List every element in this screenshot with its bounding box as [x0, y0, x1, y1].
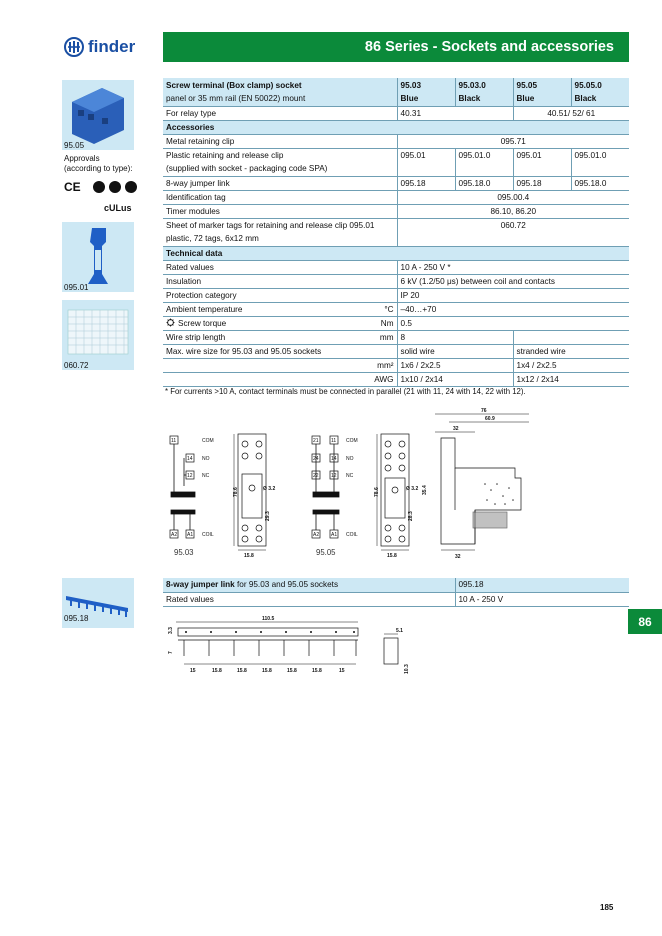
col-code: 95.05.0 — [571, 78, 629, 92]
dim-pitch: 15.8 — [237, 668, 247, 674]
row-value: 095.18 — [397, 176, 455, 190]
table-row — [163, 148, 629, 162]
row-value: 095.01 — [513, 148, 571, 162]
dim-side: 5.1 — [396, 628, 403, 634]
sidebar-code-95-05: 95.05 — [64, 141, 85, 150]
row-label: Rated values — [163, 260, 397, 274]
dim-hole: Ø 3.2 — [406, 486, 419, 492]
dim-pitch: 15.8 — [312, 668, 322, 674]
table-row — [163, 344, 629, 358]
table-row — [163, 330, 629, 344]
table-row — [163, 372, 629, 386]
row-unit: °C — [349, 302, 397, 316]
socket-mount: panel or 35 mm rail (EN 50022) mount — [163, 92, 397, 106]
table-row — [163, 274, 629, 288]
sidebar-code-060-72: 060.72 — [64, 361, 89, 370]
com-label: COM — [346, 438, 358, 444]
wiring-caption: 95.05 — [316, 548, 336, 557]
socket-title: Screw terminal (Box clamp) socket — [163, 78, 397, 92]
table-row — [163, 302, 629, 316]
brand-name: finder — [88, 37, 136, 56]
ce-mark: CE — [64, 180, 81, 194]
terminal-label: 14 — [187, 456, 193, 462]
row-value: 0.5 — [397, 316, 629, 330]
table-row — [163, 106, 629, 120]
terminal-label: A2 — [313, 532, 320, 538]
row-value: 095.71 — [397, 134, 629, 148]
row-label: For relay type — [163, 106, 397, 120]
dim-pitch: 15.8 — [287, 668, 297, 674]
table-row — [163, 92, 629, 106]
row-value: 10 A - 250 V * — [397, 260, 629, 274]
page-title: 86 Series - Sockets and accessories — [163, 32, 629, 62]
terminal-label: 14 — [331, 456, 337, 462]
table-row — [163, 120, 629, 134]
row-label: plastic, 72 tags, 6x12 mm — [163, 232, 397, 246]
marker-sheet-icon — [62, 300, 134, 370]
coil-label: COIL — [202, 532, 214, 538]
row-label: Timer modules — [163, 204, 397, 218]
row-label: Screw torque — [178, 318, 227, 328]
table-row — [163, 358, 629, 372]
col-code: 95.03.0 — [455, 78, 513, 92]
row-unit: AWG — [349, 372, 397, 386]
row-value: 095.18.0 — [571, 176, 629, 190]
row-label: Ambient temperature — [163, 302, 349, 316]
jumper-link-drawing — [164, 612, 414, 682]
row-value: 10 A - 250 V — [455, 592, 629, 606]
nc-label: NC — [202, 473, 210, 479]
product-image-95-05 — [62, 80, 134, 150]
footnote: * For currents >10 A, contact terminals must be connected in parallel (21 with 11, 24 with 14, 22 with 12). — [165, 387, 526, 396]
socket-drawing-95-05 — [365, 432, 428, 560]
dim-height: 78.6 — [233, 487, 239, 497]
row-value: 40.31 — [397, 106, 513, 120]
approvals-label: Approvals — [64, 154, 100, 163]
product-image-060-72 — [62, 300, 134, 370]
terminal-label: 21 — [313, 438, 319, 444]
col-code: 95.05 — [513, 78, 571, 92]
row-label: Max. wire size for 95.03 and 95.05 sockets — [163, 344, 397, 358]
sidebar-code-095-01: 095.01 — [64, 283, 89, 292]
table-row — [163, 316, 629, 330]
terminal-label: 22 — [313, 473, 319, 479]
page-number: 185 — [600, 903, 614, 912]
wiring-caption: 95.03 — [174, 548, 194, 557]
col-color: Black — [571, 92, 629, 106]
table-row — [163, 232, 629, 246]
table-row — [163, 246, 629, 260]
dim-pitch: 15 — [190, 668, 196, 674]
table-row — [163, 260, 629, 274]
sidebar-code-095-18: 095.18 — [64, 614, 89, 623]
row-value: solid wire — [397, 344, 513, 358]
row-value: 8 — [397, 330, 513, 344]
terminal-label: 24 — [313, 456, 319, 462]
com-label: COM — [202, 438, 214, 444]
section-title: Technical data — [163, 246, 629, 260]
section-title: Accessories — [163, 120, 629, 134]
row-value: 86.10, 86.20 — [397, 204, 629, 218]
dim-side: 10.3 — [404, 664, 410, 674]
row-value: stranded wire — [513, 344, 629, 358]
row-value: 095.18 — [513, 176, 571, 190]
dim-pitch: 15.8 — [262, 668, 272, 674]
screwdriver-icon — [166, 318, 175, 327]
row-value: 40.51/ 52/ 61 — [513, 106, 629, 120]
terminal-label: A1 — [331, 532, 338, 538]
dim-pitch: 15.8 — [212, 668, 222, 674]
dim-width: 15.8 — [244, 553, 254, 559]
jumper-code: 095.18 — [455, 578, 629, 592]
row-label: Identification tag — [163, 190, 397, 204]
dim-height: 78.6 — [374, 487, 380, 497]
clip-photo-icon — [62, 222, 134, 292]
approval-marks — [62, 178, 152, 216]
row-label: Rated values — [163, 592, 455, 606]
product-image-095-01 — [62, 222, 134, 292]
row-label: Plastic retaining and release clip — [166, 150, 284, 160]
terminal-label: 12 — [187, 473, 193, 479]
row-value: 095.00.4 — [397, 190, 629, 204]
coil-label: COIL — [346, 532, 358, 538]
dim-left: 7 — [168, 651, 174, 654]
row-value: 095.01 — [397, 148, 455, 162]
dim-hole: Ø 3.2 — [263, 486, 276, 492]
row-label: (supplied with socket - packaging code SPA) — [163, 162, 397, 176]
approvals-note: (according to type): — [64, 164, 133, 173]
row-unit: Nm — [349, 316, 397, 330]
table-row — [163, 288, 629, 302]
row-unit: mm — [349, 330, 397, 344]
socket-drawing-95-03 — [230, 432, 276, 560]
wiring-diagram-95-03 — [166, 430, 226, 548]
nc-label: NC — [346, 473, 354, 479]
row-label: Insulation — [163, 274, 397, 288]
dim-inner: 28.3 — [408, 511, 414, 521]
jumper-title — [163, 578, 455, 592]
row-value: 6 kV (1.2/50 μs) between coil and contacts — [397, 274, 629, 288]
row-value: 1x6 / 2x2.5 — [397, 358, 513, 372]
no-label: NO — [202, 456, 210, 462]
terminal-label: 11 — [331, 438, 337, 444]
row-value: 1x12 / 2x14 — [513, 372, 629, 386]
series-tab: 86 — [628, 609, 662, 634]
row-label: Metal retaining clip — [163, 134, 397, 148]
table-row — [163, 162, 629, 176]
table-row — [163, 218, 629, 232]
table-row — [163, 190, 629, 204]
finder-logo-icon — [64, 37, 84, 57]
row-label: Wire strip length — [163, 330, 349, 344]
col-code: 95.03 — [397, 78, 455, 92]
spec-table — [163, 78, 629, 387]
row-value: 095.18.0 — [455, 176, 513, 190]
col-color: Black — [455, 92, 513, 106]
row-label: Sheet of marker tags for retaining and release clip 095.01 — [166, 220, 375, 230]
terminal-label: A2 — [171, 532, 178, 538]
dim-top: 32 — [453, 426, 459, 432]
dim-overall: 76 — [481, 408, 487, 414]
table-row — [163, 578, 629, 592]
screw-torque-label — [163, 316, 349, 330]
row-value: 060.72 — [397, 218, 629, 232]
table-row — [163, 176, 629, 190]
culus-mark: cULus — [104, 203, 132, 213]
dim-width: 15.8 — [387, 553, 397, 559]
col-color: Blue — [397, 92, 455, 106]
jumper-title-bold: 8-way jumper link — [166, 580, 235, 590]
row-label: Protection category — [163, 288, 397, 302]
row-value: –40…+70 — [397, 302, 629, 316]
jumper-title-rest: for 95.03 and 95.05 sockets — [234, 580, 339, 590]
terminal-label: 12 — [331, 473, 337, 479]
dim-left: 3.3 — [168, 627, 174, 634]
row-value: 095.01.0 — [455, 148, 513, 162]
col-color: Blue — [513, 92, 571, 106]
row-value: 095.01.0 — [571, 148, 629, 162]
finder-logo — [64, 34, 135, 60]
row-value: IP 20 — [397, 288, 629, 302]
table-row — [163, 78, 629, 92]
dim-mid: 60.9 — [485, 416, 495, 422]
wiring-diagram-95-05 — [310, 430, 370, 548]
dim-pitch: 15 — [339, 668, 345, 674]
socket-photo-icon — [62, 80, 134, 150]
terminal-label: 11 — [171, 438, 177, 444]
row-value: 1x4 / 2x2.5 — [513, 358, 629, 372]
dim-length: 110.5 — [262, 616, 275, 622]
row-value: 1x10 / 2x14 — [397, 372, 513, 386]
dim-inner: 29.3 — [265, 511, 271, 521]
dim-side: 35.4 — [422, 485, 428, 495]
no-label: NO — [346, 456, 354, 462]
terminal-label: A1 — [187, 532, 194, 538]
jumper-table — [163, 578, 629, 607]
row-label: 8-way jumper link — [163, 176, 397, 190]
table-row — [163, 592, 629, 606]
socket-profile-drawing — [425, 404, 535, 560]
table-row — [163, 204, 629, 218]
dim-base: 32 — [455, 554, 461, 560]
row-unit: mm² — [349, 358, 397, 372]
table-row — [163, 134, 629, 148]
